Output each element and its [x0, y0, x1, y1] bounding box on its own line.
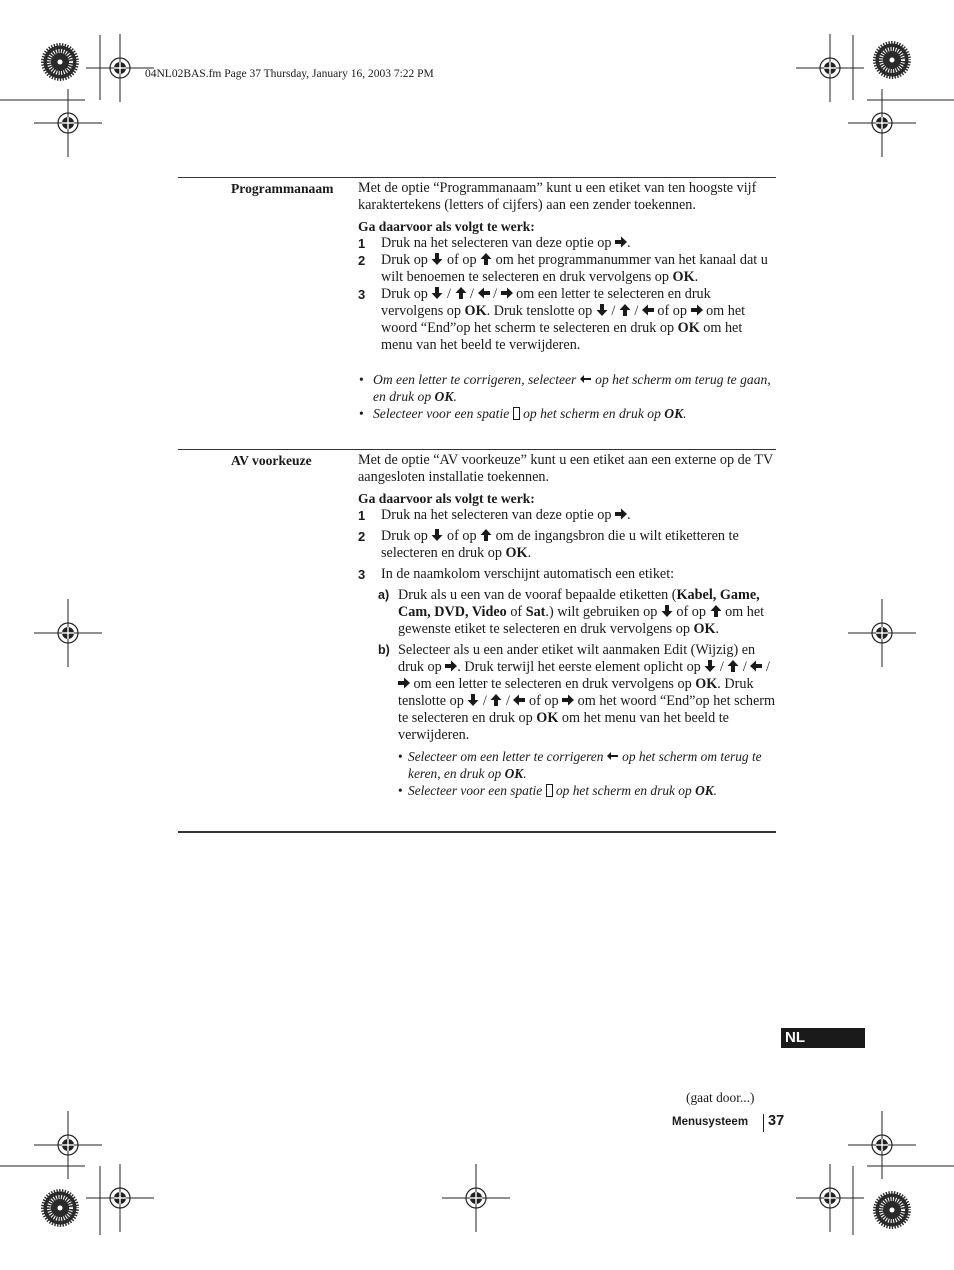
left-arrow-icon	[750, 660, 762, 672]
registration-mark	[796, 34, 864, 102]
how-to-heading: Ga daarvoor als volgt te werk:	[358, 491, 535, 506]
page-number: 37	[768, 1113, 785, 1129]
step-3: 3 Druk op / / / om een letter te selecteren en druk vervolgens op OK. Druk tenslotte op / / of op om het woord “End”op het scherm te selecteren en druk op OK om het menu van het beeld te verwijderen.	[358, 286, 746, 353]
step-1: 1 Druk na het selecteren van deze optie op .	[358, 507, 631, 523]
right-arrow-icon	[398, 677, 410, 689]
footer-section-title: Menusysteem	[672, 1116, 749, 1128]
substep-b: b) Selecteer als u een ander etiket wilt aanmaken Edit (Wijzig) en druk op . Druk terwijl het eerste element oplicht op / / / om een letter te selecteren en druk vervolgens op OK. Druk tenslotte op / / of op om het woord “End”op het scherm te selecteren en druk op OK om het menu van het beeld te verwijderen.	[378, 642, 776, 743]
registration-mark	[86, 34, 154, 102]
down-arrow-icon	[467, 694, 479, 706]
up-arrow-icon	[480, 529, 492, 541]
down-arrow-icon	[431, 287, 443, 299]
registration-mark	[86, 1164, 154, 1232]
color-target-bottom-left	[41, 1189, 79, 1227]
row-divider	[178, 449, 776, 450]
language-tab: NL	[781, 1028, 865, 1048]
right-arrow-icon	[562, 694, 574, 706]
up-arrow-icon	[619, 304, 631, 316]
right-arrow-icon	[445, 660, 457, 672]
registration-mark	[848, 599, 916, 667]
right-arrow-icon	[615, 236, 627, 248]
up-arrow-icon	[480, 253, 492, 265]
color-target-top-left	[41, 43, 79, 81]
left-arrow-icon	[478, 287, 490, 299]
registration-mark	[848, 1111, 916, 1179]
back-arrow-icon	[607, 750, 619, 762]
row-content-av-voorkeuze	[358, 452, 776, 799]
space-box-icon	[513, 407, 520, 420]
registration-mark	[848, 89, 916, 157]
table-bottom-rule	[178, 831, 776, 833]
step-2: 2 Druk op of op om de ingangsbron die u wilt etiketteren te selecteren en druk op OK.	[358, 528, 739, 561]
right-arrow-icon	[691, 304, 703, 316]
up-arrow-icon	[710, 605, 722, 617]
footer-divider	[763, 1114, 764, 1132]
right-arrow-icon	[501, 287, 513, 299]
note-correct-letter: • Om een letter te corrigeren, selecteer op het scherm om terug te gaan, en druk op OK.	[359, 372, 771, 404]
step-3: 3 In de naamkolom verschijnt automatisch een etiket:	[358, 566, 675, 582]
space-box-icon	[546, 784, 553, 797]
note-space: • Selecteer voor een spatie op het scherm en druk op OK.	[398, 783, 718, 798]
up-arrow-icon	[727, 660, 739, 672]
print-header: 04NL02BAS.fm Page 37 Thursday, January 16, 2003 7:22 PM	[145, 68, 434, 80]
down-arrow-icon	[661, 605, 673, 617]
color-target-bottom-right	[873, 1191, 911, 1229]
row-content-programmanaam	[358, 180, 776, 422]
registration-mark	[442, 1164, 510, 1232]
down-arrow-icon	[704, 660, 716, 672]
left-arrow-icon	[513, 694, 525, 706]
row-label-av-voorkeuze: AV voorkeuze	[231, 453, 312, 468]
down-arrow-icon	[596, 304, 608, 316]
row-label-programmanaam: Programmanaam	[231, 181, 334, 196]
registration-mark	[796, 1164, 864, 1232]
continued-note: (gaat door...)	[686, 1090, 755, 1105]
step-2: 2 Druk op of op om het programmanummer van het kanaal dat u wilt benoemen te selecteren en druk vervolgens op OK.	[358, 252, 768, 285]
table-top-rule	[178, 177, 776, 178]
note-space: • Selecteer voor een spatie op het scherm en druk op OK.	[359, 406, 687, 421]
intro-text: Met de optie “Programmanaam” kunt u een etiket van ten hoogste vijf karaktertekens (letters of cijfers) aan een zender toekennen.	[358, 180, 757, 213]
back-arrow-icon	[580, 373, 592, 385]
registration-mark	[34, 89, 102, 157]
step-1: 1 Druk na het selecteren van deze optie op .	[358, 235, 631, 251]
registration-mark	[34, 1111, 102, 1179]
down-arrow-icon	[431, 253, 443, 265]
up-arrow-icon	[490, 694, 502, 706]
left-arrow-icon	[642, 304, 654, 316]
up-arrow-icon	[455, 287, 467, 299]
note-correct-letter: • Selecteer om een letter te corrigeren op het scherm om terug te keren, en druk op OK.	[398, 749, 762, 781]
registration-mark	[34, 599, 102, 667]
how-to-heading: Ga daarvoor als volgt te werk:	[358, 219, 535, 234]
intro-text: Met de optie “AV voorkeuze” kunt u een etiket aan een externe op de TV aangesloten installatie toekennen.	[358, 452, 773, 485]
right-arrow-icon	[615, 508, 627, 520]
down-arrow-icon	[431, 529, 443, 541]
substep-a: a) Druk als u een van de vooraf bepaalde etiketten (Kabel, Game, Cam, DVD, Video of Sat.) wilt gebruiken op of op om het gewenste etiket te selecteren en druk vervolgens op OK.	[378, 587, 765, 637]
color-target-top-right	[873, 41, 911, 79]
